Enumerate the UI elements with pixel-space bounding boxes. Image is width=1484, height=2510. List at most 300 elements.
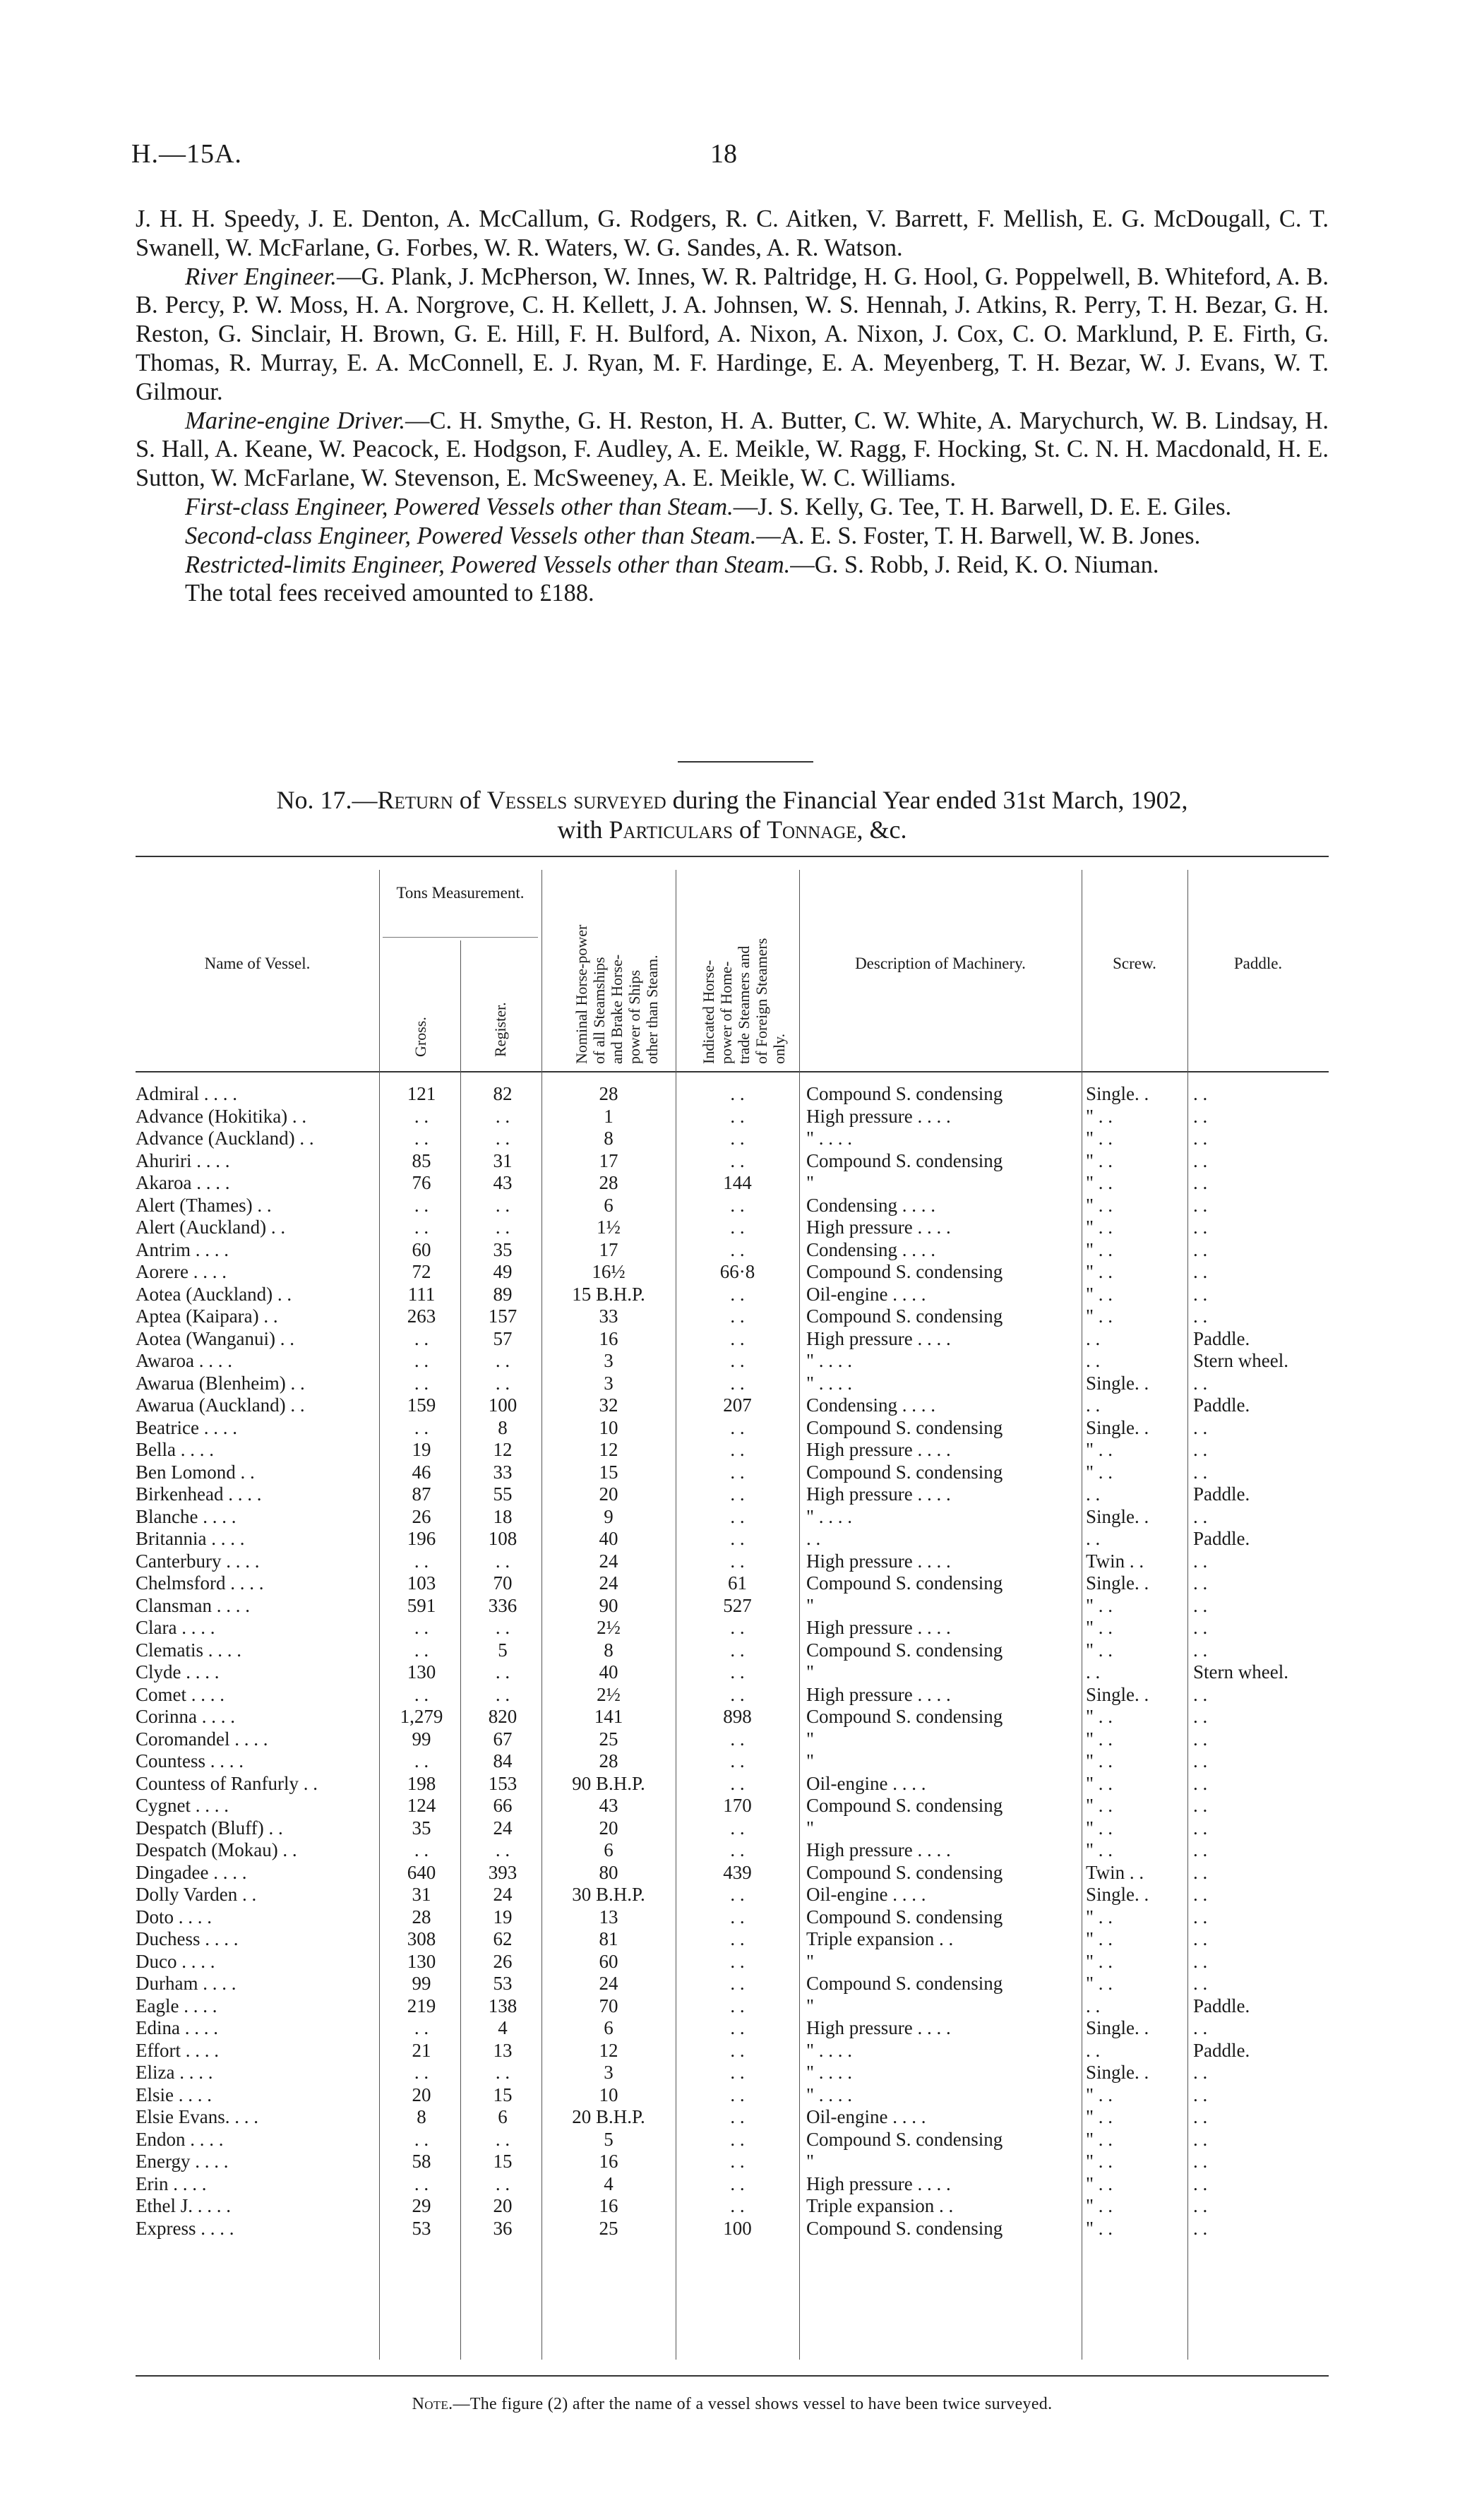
- indicated-horsepower-cell: 439: [723, 1861, 752, 1883]
- screw-type-cell: Single. .: [1086, 1372, 1149, 1394]
- indicated-horsepower-cell: . .: [730, 1483, 745, 1505]
- register-tons-cell: . .: [495, 1128, 510, 1149]
- paddle-type-cell: . .: [1193, 1128, 1208, 1149]
- vessel-name-cell: Energy . . . .: [136, 2151, 229, 2172]
- machinery-description-cell: ": [806, 1995, 815, 2016]
- paddle-type-cell: . .: [1193, 1906, 1208, 1928]
- table-row: [136, 1284, 1329, 1306]
- nominal-horsepower-cell: 60: [599, 1950, 618, 1972]
- vessel-name-cell: Comet . . . .: [136, 1683, 225, 1705]
- register-tons-cell: 153: [488, 1772, 517, 1794]
- table-row: [136, 2218, 1329, 2240]
- machinery-description-cell: Compound S. condensing: [806, 1149, 1003, 1171]
- register-tons-cell: 43: [493, 1172, 513, 1193]
- gross-tons-cell: . .: [414, 1839, 429, 1860]
- column-header-register: Register.: [491, 1002, 509, 1057]
- nominal-horsepower-cell: 20 B.H.P.: [572, 2106, 645, 2127]
- vessel-name-cell: Alert (Auckland) . .: [136, 1217, 286, 1238]
- table-row: [136, 1862, 1329, 1884]
- register-tons-cell: 19: [493, 1906, 513, 1928]
- screw-type-cell: . .: [1086, 1995, 1101, 2016]
- screw-type-cell: " . .: [1086, 2106, 1113, 2127]
- paddle-type-cell: . .: [1193, 2128, 1208, 2150]
- register-tons-cell: 15: [493, 2151, 513, 2172]
- vessel-name-cell: Ahuriri . . . .: [136, 1149, 230, 1171]
- vessel-name-cell: Effort . . . .: [136, 2039, 219, 2061]
- screw-type-cell: " . .: [1086, 2173, 1113, 2194]
- machinery-description-cell: " . . . .: [806, 1505, 853, 1527]
- table-footnote: Note.—The figure (2) after the name of a vessel shows vessel to have been twice surveyed.: [412, 2395, 1053, 2413]
- gross-tons-cell: 31: [412, 1884, 431, 1905]
- screw-type-cell: " . .: [1086, 1950, 1113, 1972]
- indicated-horsepower-cell: . .: [730, 1928, 745, 1949]
- table-row: [136, 1506, 1329, 1529]
- paddle-type-cell: Paddle.: [1193, 2039, 1250, 2061]
- vessel-name-cell: Aotea (Wanganui) . .: [136, 1327, 294, 1349]
- paddle-type-cell: . .: [1193, 1706, 1208, 1727]
- screw-type-cell: " . .: [1086, 2151, 1113, 2172]
- machinery-description-cell: " . . . .: [806, 2084, 853, 2105]
- gross-tons-cell: 198: [407, 1772, 436, 1794]
- nominal-horsepower-cell: 20: [599, 1817, 618, 1839]
- table-row: [136, 1750, 1329, 1773]
- table-row: [136, 1239, 1329, 1262]
- indicated-horsepower-cell: . .: [730, 2195, 745, 2216]
- machinery-description-cell: Compound S. condensing: [806, 1706, 1003, 1727]
- table-row: [136, 1795, 1329, 1817]
- nominal-horsepower-cell: 25: [599, 2217, 618, 2239]
- vessel-name-cell: Aotea (Auckland) . .: [136, 1283, 292, 1305]
- gross-tons-cell: . .: [414, 2062, 429, 2083]
- vessel-name-cell: Cygnet . . . .: [136, 1795, 229, 1816]
- nominal-horsepower-cell: 70: [599, 1995, 618, 2016]
- machinery-description-cell: Condensing . . . .: [806, 1238, 936, 1260]
- machinery-description-cell: High pressure . . . .: [806, 1217, 951, 1238]
- screw-type-cell: " . .: [1086, 2217, 1113, 2239]
- nominal-horsepower-cell: 25: [599, 1728, 618, 1750]
- machinery-description-cell: Oil-engine . . . .: [806, 1772, 926, 1794]
- vessel-name-cell: Eliza . . . .: [136, 2062, 213, 2083]
- paddle-type-cell: . .: [1193, 2062, 1208, 2083]
- table-row: [136, 1328, 1329, 1351]
- table-row: [136, 2173, 1329, 2196]
- vessel-name-cell: Duchess . . . .: [136, 1928, 239, 1949]
- nominal-horsepower-cell: 12: [599, 1439, 618, 1460]
- table-row: [136, 1995, 1329, 2018]
- table-row: [136, 1462, 1329, 1484]
- register-tons-cell: . .: [495, 1217, 510, 1238]
- indicated-horsepower-cell: . .: [730, 1839, 745, 1860]
- indicated-horsepower-cell: . .: [730, 1661, 745, 1683]
- register-tons-cell: 12: [493, 1439, 513, 1460]
- table-row: [136, 2062, 1329, 2084]
- indicated-horsepower-cell: . .: [730, 1128, 745, 1149]
- register-tons-cell: 24: [493, 1817, 513, 1839]
- header-rule: [136, 1071, 1329, 1072]
- screw-type-cell: " . .: [1086, 1194, 1113, 1216]
- machinery-description-cell: Condensing . . . .: [806, 1394, 936, 1416]
- vessels-table: Name of Vessel. Tons Measurement. Gross. Register. Nominal Horse-power of all Steamships and Brake Horse- power of Ships other than Steam. Indicated Horse- power of Home- trade Steamers and of Foreign Steamers only. Description of Machinery. Screw. Paddle. Admiral . . . . 121 82 28 . . Compound S. condensing Single. . . . Advance (Hokitika) . . . . . . 1 . . High pressure . . . . " . . . . Advance (Auckland) . . . . . . 8 . . " . . . . " . . . . Ahuriri . . . . 85 31 17 . . Compound S. condensing " . . . . Akaroa . . . . 76 43 28 144 " " . . . . Alert (Thames) . . . . . . 6 . . Condensing . . . . " . . . . Alert (Auckland) . . . . . . 1½ . . High pressure . . . . " . . . . Antrim . . . . 60 35 17 . . Condensing . . . . " . . . . Aorere . . . . 72 49 16½ 66·8 Compound S. condensing " . . . . Aotea (Auckland) . . 111 89 15 B.H.P. . . Oil-engine . . . . " . . . . Aptea (Kaipara) . . 263 157 33 . . Compound S. condensing " . . . . Aotea (Wanganui) . . . . 57 16 . . High pressure . . . . . . Paddle. Awaroa . . . . . . . . 3 . . " . . . . . . Stern wheel. Awarua (Blenheim) . . . . . . 3 . . " . . . . Single. . . . Awarua (Auckland) . . 159 100 32 207 Condensing . . . . . . Paddle. Beatrice . . . . . . 8 10 . . Compound S. condensing Single. . . . Bella . . . . 19 12 12 . . High pressure . . . . " . . . . Ben Lomond . . 46 33 15 . . Compound S. condensing " . . . . Birkenhead . . . . 87 55 20 . . High pressure . . . . . . Paddle. Blanche . . . . 26 18 9 . . " . . . . Single. . . . Britannia . . . . 196 108 40 . . . . . . Paddle. Canterbury . . . . . . . . 24 . . High pressure . . . . Twin . . . . Chelmsford . . . . 103 70 24 61 Compound S. condensing Single. . . . Clansman . . . . 591 336 90 527 " " . . . . Clara . . . . . . . . 2½ . . High pressure . . . . " . . . . Clematis . . . . . . 5 8 . . Compound S. condensing " . . . . Clyde . . . . 130 . . 40 . . " . . Stern wheel. Comet . . . . . . . . 2½ . . High pressure . . . . Single. . . . Corinna . . . . 1,279 820 141 898 Compound S. condensing " . . . . Coromandel . . . . 99 67 25 . . " " . . . . Countess . . . . . . 84 28 . . " " . . . . Countess of Ranfurly . . 198 153 90 B.H.P. . . Oil-engine . . . . " . . . . Cygnet . . . . 124 66 43 170 Compound S. condensing " . . . . Despatch (Bluff) . . 35 24 20 . . " " . . . . Despatch (Mokau) . . . . . . 6 . . High pressure . . . . " . . . . Dingadee . . . . 640 393 80 439 Compound S. condensing Twin . . . . Dolly Varden . . 31 24 30 B.H.P. . . Oil-engine . . . . Single. . . . Doto . . . . 28 19 13 . . Compound S. condensing " . . . . Duchess . . . . 308 62 81 . . Triple expansion . . " . . . . Duco . . . . 130 26 60 . . " " . . . . Durham . . . . 99 53 24 . . Compound S. condensing " . . . . Eagle . . . . 219 138 70 . . " . . Paddle. Edina . . . . . . 4 6 . . High pressure . . . . Single. . . . Effort . . . . 21 13 12 . . " . . . . . . Paddle. Eliza . . . . . . . . 3 . . " . . . . Single. . . . Elsie . . . . 20 15 10 . . " . . . . " . . . . Elsie Evans. . . . 8 6 20 B.H.P. . . Oil-engine . . . . " . . . . Endon . . . . . . . . 5 . . Compound S. condensing " . . . . Energy . . . . 58 15 16 . . " " . . . . Erin . . . . . . . . 4 . . High pressure . . . . " . . . . Ethel J. . . . . 29 20 16 . . Triple expansion . . " . . . . Express . . . . 53 36 25 100 Compound S. condensing " . . . .: [136, 856, 1329, 2377]
- gross-tons-cell: . .: [414, 1416, 429, 1438]
- document-code: H.—15A.: [131, 139, 242, 169]
- nominal-horsepower-cell: 81: [599, 1928, 618, 1949]
- gross-tons-cell: 263: [407, 1305, 436, 1327]
- nominal-horsepower-cell: 12: [599, 2039, 618, 2061]
- nominal-horsepower-cell: 17: [599, 1238, 618, 1260]
- machinery-description-cell: Compound S. condensing: [806, 1305, 1003, 1327]
- vessel-name-cell: Alert (Thames) . .: [136, 1194, 272, 1216]
- table-row: [136, 1439, 1329, 1462]
- paddle-type-cell: . .: [1193, 1439, 1208, 1460]
- machinery-description-cell: " . . . .: [806, 1350, 853, 1371]
- gross-tons-cell: 196: [407, 1528, 436, 1549]
- indicated-horsepower-cell: . .: [730, 1950, 745, 1972]
- gross-tons-cell: 8: [417, 2106, 426, 2127]
- vessel-name-cell: Ethel J. . . . .: [136, 2195, 231, 2216]
- paddle-type-cell: . .: [1193, 1194, 1208, 1216]
- register-tons-cell: 49: [493, 1261, 513, 1282]
- gross-tons-cell: 29: [412, 2195, 431, 2216]
- table-row: [136, 1083, 1329, 1106]
- table-row: [136, 2040, 1329, 2062]
- register-tons-cell: 13: [493, 2039, 513, 2061]
- nominal-horsepower-cell: 15 B.H.P.: [572, 1283, 645, 1305]
- gross-tons-cell: 28: [412, 1906, 431, 1928]
- register-tons-cell: 24: [493, 1884, 513, 1905]
- vessel-name-cell: Britannia . . . .: [136, 1528, 245, 1549]
- register-tons-cell: . .: [495, 1194, 510, 1216]
- column-header-name: Name of Vessel.: [204, 955, 311, 972]
- screw-type-cell: " . .: [1086, 1839, 1113, 1860]
- table-row: [136, 1773, 1329, 1795]
- nominal-horsepower-cell: 3: [604, 1372, 614, 1394]
- nominal-horsepower-cell: 1: [604, 1105, 614, 1127]
- paddle-type-cell: . .: [1193, 1172, 1208, 1193]
- screw-type-cell: Single. .: [1086, 2017, 1149, 2038]
- machinery-description-cell: High pressure . . . .: [806, 1683, 951, 1705]
- nominal-horsepower-cell: 16: [599, 2151, 618, 2172]
- gross-tons-cell: 76: [412, 1172, 431, 1193]
- screw-type-cell: Single. .: [1086, 1683, 1149, 1705]
- indicated-horsepower-cell: . .: [730, 1505, 745, 1527]
- screw-type-cell: " . .: [1086, 2128, 1113, 2150]
- indicated-horsepower-cell: . .: [730, 1083, 745, 1104]
- machinery-description-cell: " . . . .: [806, 2039, 853, 2061]
- vessel-name-cell: Elsie Evans. . . .: [136, 2106, 258, 2127]
- gross-tons-cell: . .: [414, 2173, 429, 2194]
- indicated-horsepower-cell: . .: [730, 1772, 745, 1794]
- machinery-description-cell: Compound S. condensing: [806, 2217, 1003, 2239]
- table-row: [136, 1195, 1329, 1217]
- paddle-type-cell: . .: [1193, 2106, 1208, 2127]
- screw-type-cell: " . .: [1086, 1617, 1113, 1638]
- machinery-description-cell: Compound S. condensing: [806, 2128, 1003, 2150]
- paddle-type-cell: Paddle.: [1193, 1995, 1250, 2016]
- paddle-type-cell: . .: [1193, 1261, 1208, 1282]
- paddle-type-cell: . .: [1193, 2195, 1208, 2216]
- nominal-horsepower-cell: 6: [604, 1194, 614, 1216]
- nominal-horsepower-cell: 32: [599, 1394, 618, 1416]
- register-tons-cell: . .: [495, 1839, 510, 1860]
- register-tons-cell: 15: [493, 2084, 513, 2105]
- machinery-description-cell: ": [806, 1750, 815, 1771]
- vessel-name-cell: Express . . . .: [136, 2217, 234, 2239]
- screw-type-cell: " . .: [1086, 1149, 1113, 1171]
- indicated-horsepower-cell: . .: [730, 1884, 745, 1905]
- gross-tons-cell: 58: [412, 2151, 431, 2172]
- nominal-horsepower-cell: 10: [599, 1416, 618, 1438]
- nominal-horsepower-cell: 90: [599, 1594, 618, 1616]
- gross-tons-cell: 1,279: [400, 1706, 443, 1727]
- gross-tons-cell: 640: [407, 1861, 436, 1883]
- table-row: [136, 1839, 1329, 1862]
- vessel-name-cell: Canterbury . . . .: [136, 1550, 260, 1572]
- gross-tons-cell: 130: [407, 1661, 436, 1683]
- machinery-description-cell: Compound S. condensing: [806, 1906, 1003, 1928]
- nominal-horsepower-cell: 8: [604, 1639, 614, 1661]
- indicated-horsepower-cell: . .: [730, 2173, 745, 2194]
- screw-type-cell: " . .: [1086, 1639, 1113, 1661]
- machinery-description-cell: Compound S. condensing: [806, 1572, 1003, 1594]
- section-heading: First-class Engineer, Powered Vessels other than Steam.: [185, 493, 734, 520]
- machinery-description-cell: ": [806, 1950, 815, 1972]
- paddle-type-cell: . .: [1193, 1372, 1208, 1394]
- nominal-horsepower-cell: 8: [604, 1128, 614, 1149]
- screw-type-cell: " . .: [1086, 1928, 1113, 1949]
- gross-tons-cell: 87: [412, 1483, 431, 1505]
- gross-tons-cell: 124: [407, 1795, 436, 1816]
- nominal-horsepower-cell: 24: [599, 1572, 618, 1594]
- register-tons-cell: 20: [493, 2195, 513, 2216]
- vessel-name-cell: Durham . . . .: [136, 1973, 237, 1994]
- indicated-horsepower-cell: . .: [730, 1283, 745, 1305]
- table-top-rule: [136, 856, 1329, 857]
- paddle-type-cell: . .: [1193, 1973, 1208, 1994]
- paddle-type-cell: . .: [1193, 1795, 1208, 1816]
- register-tons-cell: . .: [495, 2173, 510, 2194]
- screw-type-cell: Single. .: [1086, 1416, 1149, 1438]
- vessel-name-cell: Edina . . . .: [136, 2017, 218, 2038]
- table-body: [136, 1083, 1329, 2240]
- gross-tons-cell: . .: [414, 1683, 429, 1705]
- paddle-type-cell: . .: [1193, 1750, 1208, 1771]
- nominal-horsepower-cell: 24: [599, 1550, 618, 1572]
- gross-tons-cell: 219: [407, 1995, 436, 2016]
- register-tons-cell: 84: [493, 1750, 513, 1771]
- register-tons-cell: 5: [498, 1639, 508, 1661]
- paragraph: Marine-engine Driver.—C. H. Smythe, G. H. Reston, H. A. Butter, C. W. White, A. Marychurch, W. B. Lindsay, H. S. Hall, A. Keane, W. Peacock, E. Hodgson, F. Audley, A. E. Meikle, W. Ragg, F. Hocking, St. C. N. H. Macdonald, H. E. Sutton, W. McFarlane, W. Stevenson, E. McSweeney, A. E. Meikle, W. C. Williams.: [136, 407, 1329, 492]
- paddle-type-cell: . .: [1193, 1217, 1208, 1238]
- register-tons-cell: 55: [493, 1483, 513, 1505]
- vessel-name-cell: Advance (Hokitika) . .: [136, 1105, 307, 1127]
- paddle-type-cell: . .: [1193, 1728, 1208, 1750]
- indicated-horsepower-cell: . .: [730, 1639, 745, 1661]
- paddle-type-cell: . .: [1193, 1149, 1208, 1171]
- gross-tons-cell: 60: [412, 1238, 431, 1260]
- paddle-type-cell: Stern wheel.: [1193, 1661, 1288, 1683]
- nominal-horsepower-cell: 17: [599, 1149, 618, 1171]
- screw-type-cell: " . .: [1086, 1706, 1113, 1727]
- table-row: [136, 1172, 1329, 1195]
- nominal-horsepower-cell: 80: [599, 1861, 618, 1883]
- indicated-horsepower-cell: . .: [730, 1327, 745, 1349]
- machinery-description-cell: ": [806, 1594, 815, 1616]
- nominal-horsepower-cell: 40: [599, 1661, 618, 1683]
- nominal-horsepower-cell: 6: [604, 2017, 614, 2038]
- vessel-name-cell: Duco . . . .: [136, 1950, 215, 1972]
- screw-type-cell: " . .: [1086, 1217, 1113, 1238]
- machinery-description-cell: Oil-engine . . . .: [806, 1283, 926, 1305]
- nominal-horsepower-cell: 24: [599, 1973, 618, 1994]
- vessel-name-cell: Chelmsford . . . .: [136, 1572, 264, 1594]
- paragraph: River Engineer.—G. Plank, J. McPherson, W. Innes, W. R. Paltridge, H. G. Hool, G. Poppelwell, B. Whiteford, A. B. B. Percy, P. W. Moss, H. A. Norgrove, C. H. Kellett, J. A. Johnsen, W. S. Hennah, J. Atkins, R. Perry, T. H. Bezar, G. H. Reston, G. Sinclair, H. Brown, G. E. Hill, F. H. Bulford, A. Nixon, A. Nixon, J. Cox, C. O. Marklund, P. E. Firth, G. Thomas, R. Murray, E. A. McConnell, E. J. Ryan, M. F. Hardinge, E. A. Meyenberg, T. H. Bezar, W. J. Evans, W. T. Gilmour.: [136, 263, 1329, 405]
- column-header-screw: Screw.: [1113, 955, 1156, 972]
- table-row: [136, 1150, 1329, 1173]
- indicated-horsepower-cell: . .: [730, 1194, 745, 1216]
- certificate-lists: [136, 205, 1329, 608]
- screw-type-cell: Single. .: [1086, 1884, 1149, 1905]
- machinery-description-cell: ": [806, 1817, 815, 1839]
- nominal-horsepower-cell: 141: [594, 1706, 623, 1727]
- screw-type-cell: " . .: [1086, 1772, 1113, 1794]
- paddle-type-cell: Stern wheel.: [1193, 1350, 1288, 1371]
- screw-type-cell: . .: [1086, 1528, 1101, 1549]
- screw-type-cell: . .: [1086, 1394, 1101, 1416]
- paddle-type-cell: . .: [1193, 1105, 1208, 1127]
- paddle-type-cell: . .: [1193, 2084, 1208, 2105]
- section-heading: Marine-engine Driver.: [185, 407, 406, 434]
- vessel-name-cell: Despatch (Bluff) . .: [136, 1817, 283, 1839]
- screw-type-cell: Single. .: [1086, 1083, 1149, 1104]
- register-tons-cell: 82: [493, 1083, 513, 1104]
- paddle-type-cell: . .: [1193, 2173, 1208, 2194]
- vessel-name-cell: Clematis . . . .: [136, 1639, 241, 1661]
- screw-type-cell: . .: [1086, 1483, 1101, 1505]
- screw-type-cell: " . .: [1086, 1594, 1113, 1616]
- nominal-horsepower-cell: 6: [604, 1839, 614, 1860]
- paddle-type-cell: . .: [1193, 1594, 1208, 1616]
- paddle-type-cell: . .: [1193, 1861, 1208, 1883]
- machinery-description-cell: Compound S. condensing: [806, 1461, 1003, 1483]
- table-row: [136, 1728, 1329, 1751]
- nominal-horsepower-cell: 16½: [592, 1261, 626, 1282]
- nominal-horsepower-cell: 3: [604, 2062, 614, 2083]
- machinery-description-cell: High pressure . . . .: [806, 1327, 951, 1349]
- indicated-horsepower-cell: 898: [723, 1706, 752, 1727]
- screw-type-cell: " . .: [1086, 1461, 1113, 1483]
- vessel-name-cell: Advance (Auckland) . .: [136, 1128, 314, 1149]
- column-header-paddle: Paddle.: [1233, 955, 1283, 972]
- screw-type-cell: Single. .: [1086, 2062, 1149, 2083]
- nominal-horsepower-cell: 28: [599, 1750, 618, 1771]
- machinery-description-cell: " . . . .: [806, 2062, 853, 2083]
- screw-type-cell: " . .: [1086, 1973, 1113, 1994]
- gross-tons-cell: 159: [407, 1394, 436, 1416]
- nominal-horsepower-cell: 33: [599, 1305, 618, 1327]
- indicated-horsepower-cell: . .: [730, 1105, 745, 1127]
- nominal-horsepower-cell: 28: [599, 1172, 618, 1193]
- table-row: [136, 1973, 1329, 1995]
- vessel-name-cell: Dingadee . . . .: [136, 1861, 247, 1883]
- table-row: [136, 1106, 1329, 1128]
- screw-type-cell: Single. .: [1086, 1572, 1149, 1594]
- gross-tons-cell: . .: [414, 1128, 429, 1149]
- paddle-type-cell: . .: [1193, 1416, 1208, 1438]
- indicated-horsepower-cell: . .: [730, 1550, 745, 1572]
- machinery-description-cell: High pressure . . . .: [806, 1105, 951, 1127]
- screw-type-cell: " . .: [1086, 1261, 1113, 1282]
- indicated-horsepower-cell: . .: [730, 1617, 745, 1638]
- table-bottom-rule: [136, 2375, 1329, 2377]
- table-row: [136, 1373, 1329, 1395]
- indicated-horsepower-cell: 144: [723, 1172, 752, 1193]
- register-tons-cell: . .: [495, 2062, 510, 2083]
- screw-type-cell: Twin . .: [1086, 1861, 1144, 1883]
- screw-type-cell: " . .: [1086, 1128, 1113, 1149]
- gross-tons-cell: 121: [407, 1083, 436, 1104]
- gross-tons-cell: . .: [414, 2128, 429, 2150]
- table-row: [136, 1394, 1329, 1417]
- machinery-description-cell: Triple expansion . .: [806, 1928, 954, 1949]
- indicated-horsepower-cell: 66·8: [719, 1261, 755, 1282]
- table-row: [136, 1217, 1329, 1239]
- indicated-horsepower-cell: 100: [723, 2217, 752, 2239]
- paddle-type-cell: Paddle.: [1193, 1483, 1250, 1505]
- table-row: [136, 2195, 1329, 2218]
- section-heading: Second-class Engineer, Powered Vessels other than Steam.: [185, 522, 757, 549]
- nominal-horsepower-cell: 13: [599, 1906, 618, 1928]
- screw-type-cell: Single. .: [1086, 1505, 1149, 1527]
- screw-type-cell: . .: [1086, 1327, 1101, 1349]
- register-tons-cell: 8: [498, 1416, 508, 1438]
- page-number: 18: [710, 139, 737, 169]
- register-tons-cell: 108: [488, 1528, 517, 1549]
- gross-tons-cell: 21: [412, 2039, 431, 2061]
- table-row: [136, 1706, 1329, 1728]
- section-heading: River Engineer.: [185, 263, 337, 290]
- table-row: [136, 1550, 1329, 1573]
- register-tons-cell: . .: [495, 1550, 510, 1572]
- gross-tons-cell: . .: [414, 1550, 429, 1572]
- vessel-name-cell: Awarua (Blenheim) . .: [136, 1372, 305, 1394]
- gross-tons-cell: 99: [412, 1973, 431, 1994]
- register-tons-cell: 138: [488, 1995, 517, 2016]
- vessel-name-cell: Awaroa . . . .: [136, 1350, 232, 1371]
- divider: [678, 761, 813, 763]
- indicated-horsepower-cell: . .: [730, 1238, 745, 1260]
- table-row: [136, 1417, 1329, 1440]
- indicated-horsepower-cell: . .: [730, 2062, 745, 2083]
- nominal-horsepower-cell: 5: [604, 2128, 614, 2150]
- screw-type-cell: " . .: [1086, 1750, 1113, 1771]
- gross-tons-cell: 72: [412, 1261, 431, 1282]
- table-row: [136, 2129, 1329, 2151]
- vessel-name-cell: Elsie . . . .: [136, 2084, 212, 2105]
- register-tons-cell: 18: [493, 1505, 513, 1527]
- vessel-name-cell: Despatch (Mokau) . .: [136, 1839, 297, 1860]
- machinery-description-cell: " . . . .: [806, 1128, 853, 1149]
- nominal-horsepower-cell: 90 B.H.P.: [572, 1772, 645, 1794]
- indicated-horsepower-cell: . .: [730, 1305, 745, 1327]
- vessel-name-cell: Clansman . . . .: [136, 1594, 250, 1616]
- vessel-name-cell: Ben Lomond . .: [136, 1461, 255, 1483]
- paragraph: Second-class Engineer, Powered Vessels other than Steam.—A. E. S. Foster, T. H. Barwell, W. B. Jones.: [185, 522, 1201, 549]
- gross-tons-cell: . .: [414, 1327, 429, 1349]
- register-tons-cell: 336: [488, 1594, 517, 1616]
- machinery-description-cell: Oil-engine . . . .: [806, 2106, 926, 2127]
- gross-tons-cell: . .: [414, 1639, 429, 1661]
- nominal-horsepower-cell: 2½: [597, 1617, 621, 1638]
